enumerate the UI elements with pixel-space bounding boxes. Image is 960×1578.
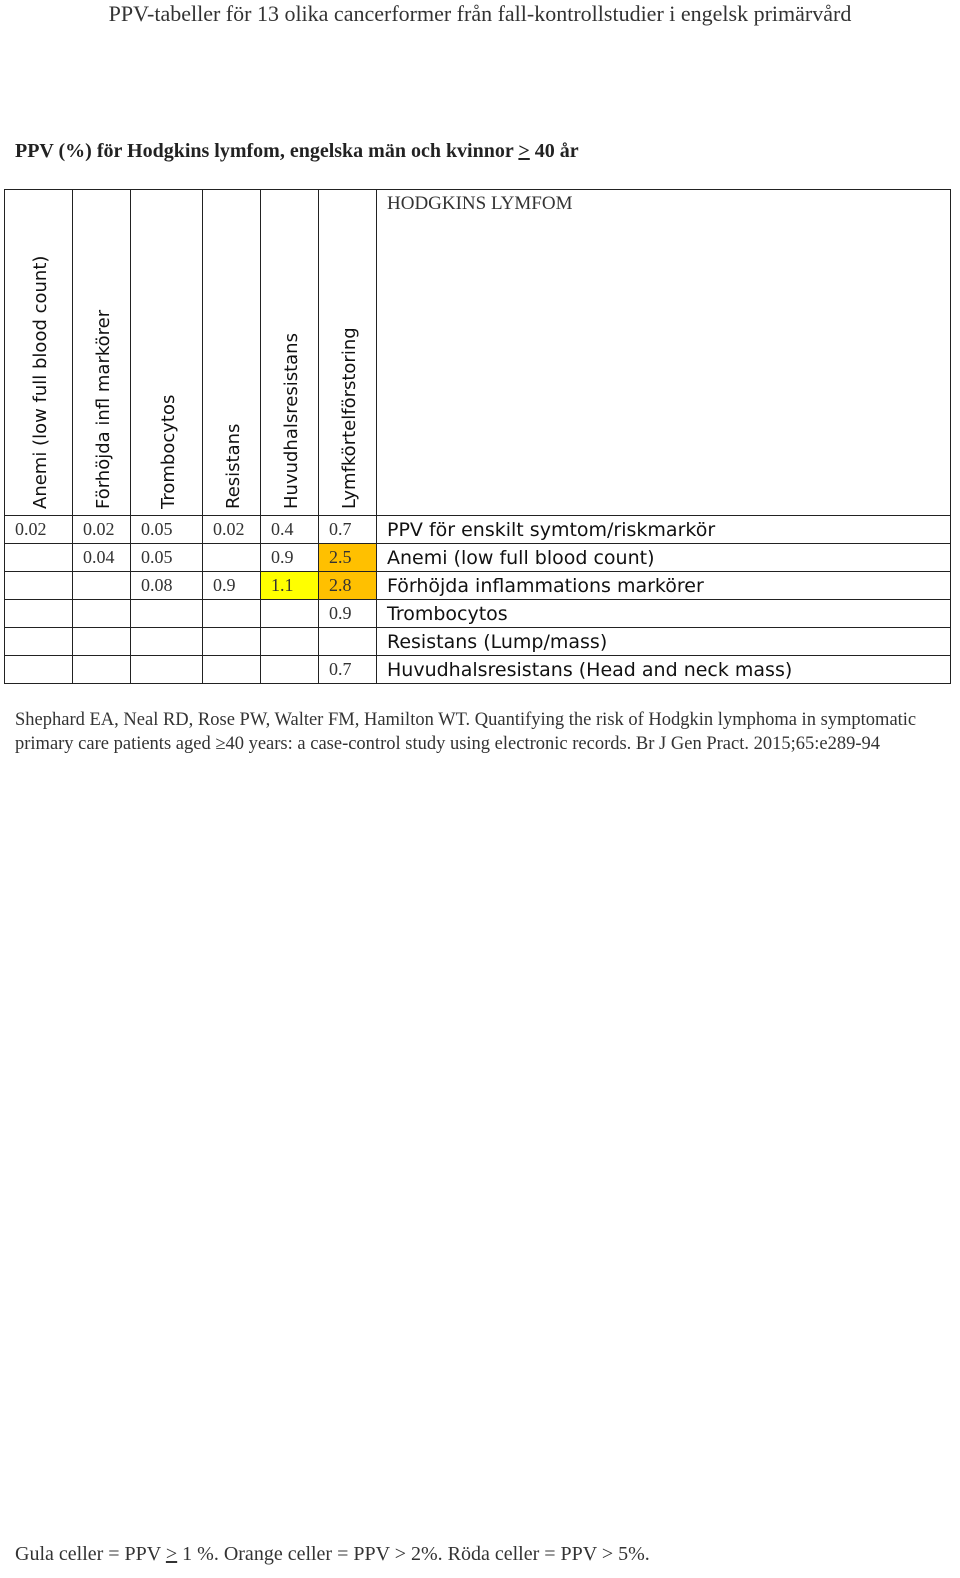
column-header: [73, 190, 131, 516]
table-row: [5, 544, 951, 572]
row-label: Anemi (low full blood count): [377, 544, 951, 572]
table-row: [5, 572, 951, 600]
table-cell: [73, 572, 131, 600]
column-header: [203, 190, 261, 516]
footnote-text-start: Gula celler = PPV: [15, 1543, 166, 1565]
column-header: [5, 190, 73, 516]
table-cell: [5, 572, 73, 600]
footnote-text-end: 1 %. Orange celler = PPV > 2%. Röda celler = PPV > 5%.: [177, 1543, 650, 1565]
footnote-ge-sign: >: [165, 1543, 178, 1565]
table-cell-yellow: 1.1: [261, 572, 319, 600]
row-label: Resistans (Lump/mass): [377, 628, 951, 656]
table-cell: [203, 628, 261, 656]
table-row: [5, 656, 951, 684]
table-cell: [5, 544, 73, 572]
citation: Shephard EA, Neal RD, Rose PW, Walter FM, Hamilton WT. Quantifying the risk of Hodgkin lymphoma in symptomatic primary care patients aged ≥40 years: a case-control study using electronic records. Br J Gen Pract. 2015;65:e289-94: [15, 710, 917, 754]
table-cell: [131, 656, 203, 684]
ppv-table: [4, 189, 951, 684]
table-cell: 0.4: [261, 516, 319, 544]
column-header: [131, 190, 203, 516]
table-cell: [203, 600, 261, 628]
subtitle-ge-sign: >: [518, 140, 530, 162]
table-cell: [73, 600, 131, 628]
table-cell: [131, 628, 203, 656]
table-subtitle: [15, 140, 579, 163]
column-header-label: Huvudhalsresistans: [280, 333, 302, 509]
table-row: [5, 516, 951, 544]
column-header: [319, 190, 377, 516]
table-header-row: [5, 190, 951, 516]
table-cell: [261, 628, 319, 656]
table-cell: [203, 544, 261, 572]
table-cell: 0.08: [131, 572, 203, 600]
table-cell: 0.05: [131, 516, 203, 544]
table-cell: 0.02: [203, 516, 261, 544]
table-cell: 0.05: [131, 544, 203, 572]
row-label: Trombocytos: [377, 600, 951, 628]
row-label: Huvudhalsresistans (Head and neck mass): [377, 656, 951, 684]
table-cell: [319, 628, 377, 656]
row-label: Förhöjda inflammations markörer: [377, 572, 951, 600]
table-cell: 0.9: [261, 544, 319, 572]
table-cell: [5, 628, 73, 656]
table-cell: 0.9: [319, 600, 377, 628]
table-cell: [73, 656, 131, 684]
table-cell-orange: 2.5: [319, 544, 377, 572]
table-cell-orange: 2.8: [319, 572, 377, 600]
column-header-label: Förhöjda infl markörer: [92, 309, 114, 509]
table-row: [5, 600, 951, 628]
table-cell: [203, 656, 261, 684]
color-legend-footnote: [15, 1543, 650, 1566]
column-header-label: Lymfkörtelförstoring: [338, 327, 360, 509]
column-header-label: Anemi (low full blood count): [29, 255, 51, 509]
table-cell: [5, 656, 73, 684]
table-cell: 0.9: [203, 572, 261, 600]
row-label: PPV för enskilt symtom/riskmarkör: [377, 516, 951, 544]
subtitle-text-end: 40 år: [529, 140, 579, 162]
table-cell: [73, 628, 131, 656]
table-cell: 0.7: [319, 656, 377, 684]
table-cell: 0.7: [319, 516, 377, 544]
column-header: [261, 190, 319, 516]
table-cell: 0.02: [73, 516, 131, 544]
column-header-label: Resistans: [222, 423, 244, 509]
table-cell: [5, 600, 73, 628]
block-title-cell: [377, 190, 951, 516]
subtitle-text-start: PPV (%) för Hodgkins lymfom, engelska män och kvinnor: [15, 140, 519, 162]
block-title: HODGKINS LYMFOM: [387, 193, 573, 214]
table-cell: [261, 600, 319, 628]
table-cell: 0.02: [5, 516, 73, 544]
column-header-label: Trombocytos: [157, 394, 179, 509]
table-cell: [131, 600, 203, 628]
table-cell: 0.04: [73, 544, 131, 572]
page-title: PPV-tabeller för 13 olika cancerformer från fall-kontrollstudier i engelsk primärvård: [108, 1, 852, 26]
table-row: [5, 628, 951, 656]
table-cell: [261, 656, 319, 684]
